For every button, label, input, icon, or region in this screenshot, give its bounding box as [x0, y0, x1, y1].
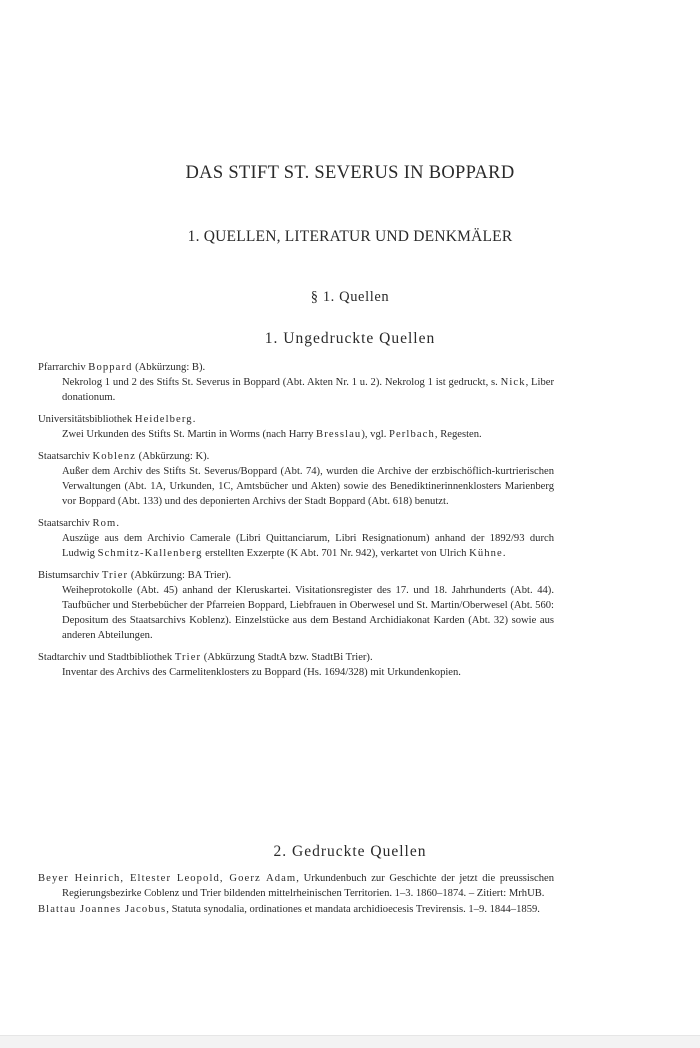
archive-entry [38, 650, 554, 680]
archive-entry [38, 360, 554, 405]
archive-description: Weiheprotokolle (Abt. 45) anhand der Kleruskartei. Visitationsregister des 17. und 18. Jahrhunderts (Abt. 44). Taufbücher und Sterbebücher der Pfarreien Boppard, Liebfrauen in Oberwesel und St. Martin/Oberwesel (Abt. 560: Depositum des Staatsarchivs Koblenz). Einzelstücke aus dem Bestand Archidiakonat Karden (Abt. 32) sowie aus anderen Abteilungen. [62, 585, 554, 641]
archive-description: Außer dem Archiv des Stifts St. Severus/Boppard (Abt. 74), wurden die Archive der erzbischöflich-kurtrierischen Verwaltungen (Abt. 1A, Urkunden, 1C, Amtsbücher und Akten) sowie des Benediktinerinnenklosters Marienberg vor Boppard (Abt. 133) und des deponierten Archivs der Stadt Boppard (Abt. 618) benutzt. [62, 466, 554, 507]
archive-description: Auszüge aus dem Archivio Camerale (Libri Quittanciarum, Libri Resignationum) anhand der 1892/93 durch Ludwig Schmitz-Kallenberg erstellten Exzerpte (K Abt. 701 Nr. 942), verkartet von Ulrich Kühne. [62, 533, 554, 559]
archive-entry [38, 568, 554, 643]
main-title: DAS STIFT ST. SEVERUS IN BOPPARD [185, 163, 515, 183]
archive-description: Nekrolog 1 und 2 des Stifts St. Severus in Boppard (Abt. Akten Nr. 1 u. 2). Nekrolog 1 ist gedruckt, s. Nick, Liber donationum. [62, 377, 554, 403]
printed-sources-list [38, 871, 554, 918]
archive-entry [38, 412, 554, 442]
archive-heading: Staatsarchiv Koblenz (Abkürzung: K). [38, 451, 210, 462]
unprinted-sources-list [38, 360, 554, 687]
archive-entry [38, 516, 554, 561]
archive-description: Inventar des Archivs des Carmelitenklosters zu Boppard (Hs. 1694/328) mit Urkundenkopien. [62, 667, 461, 678]
archive-heading: Universitätsbibliothek Heidelberg. [38, 414, 196, 425]
archive-heading: Staatsarchiv Rom. [38, 518, 119, 529]
archive-heading: Stadtarchiv und Stadtbibliothek Trier (Abkürzung StadtA bzw. StadtBi Trier). [38, 652, 373, 663]
section-title: 1. QUELLEN, LITERATUR UND DENKMÄLER [187, 228, 513, 245]
archive-heading: Pfarrarchiv Boppard (Abkürzung: B). [38, 362, 206, 373]
bibliography-entry: Beyer Heinrich, Eltester Leopold, Goerz Adam, Urkundenbuch zur Geschichte der jetzt die preussischen Regierungsbezirke Coblenz und Trier bildenden mittelrheinischen Territorien. 1–3. 1860–1874. – Zitiert: MrhUB. [38, 873, 554, 899]
paragraph-title: § 1. Quellen [310, 289, 390, 305]
unprinted-sources-title: 1. Ungedruckte Quellen [264, 330, 436, 347]
archive-description: Zwei Urkunden des Stifts St. Martin in Worms (nach Harry Bresslau), vgl. Perlbach, Regesten. [62, 429, 482, 440]
bibliography-entry: Blattau Joannes Jacobus, Statuta synodalia, ordinationes et mandata archidioecesis Trevirensis. 1–9. 1844–1859. [38, 904, 540, 915]
printed-sources-title: 2. Gedruckte Quellen [273, 843, 427, 860]
archive-heading: Bistumsarchiv Trier (Abkürzung: BA Trier). [38, 570, 232, 581]
archive-entry [38, 449, 554, 509]
